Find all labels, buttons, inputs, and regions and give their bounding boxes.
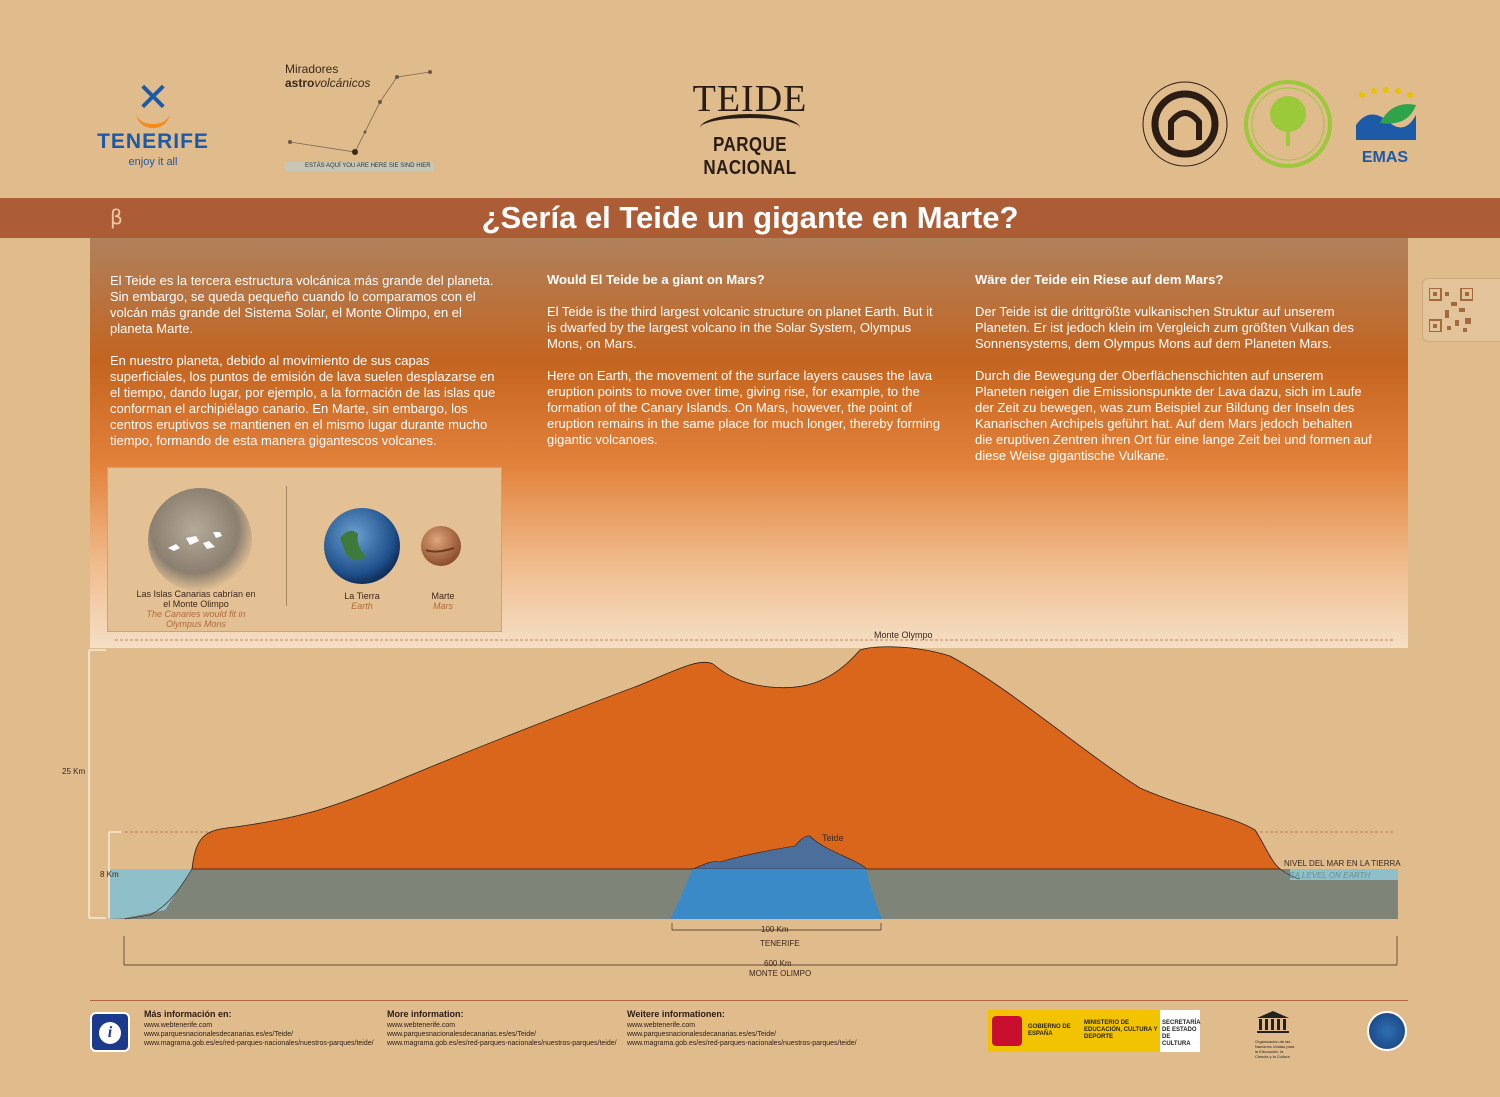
german-p2: Durch die Bewegung der Oberflächenschichten auf unserem Planeten neigen die Emissionspunkte der Lava dazu, sich im Laufe der Zeit zu bewegen, was zum Beispiel zur Bildung der Inseln des Kanarischen Archipels geführt hat. Auf dem Mars jedoch behalten die eruptiven Zentren ihren Ort für eine lange Zeit bei und formen auf diese Weise gigantische Vulkane. [975,368,1372,463]
earth-caption [332,591,392,611]
english-heading: Would El Teide be a giant on Mars? [547,272,765,287]
tenerife-logo [88,75,218,178]
tenerife-brand: TENERIFE [97,130,209,153]
olympus-mons-image [148,488,252,592]
page-title: ¿Sería el Teide un gigante en Marte? [481,200,1019,235]
emas-logo [1350,85,1420,175]
footer-es-link1[interactable]: www.webtenerife.com [144,1022,213,1029]
footer-en-link3[interactable]: www.magrama.gob.es/es/red-parques-nacionales/nuestros-parques/teide/ [387,1040,617,1047]
emas-icon [1350,85,1420,140]
footer-info-de [627,1010,857,1048]
teide-name: TEIDE [692,78,808,120]
secretaria-text: SECRETARÍA DE ESTADO DE CULTURA [1162,1020,1201,1047]
spanish-p1: El Teide es la tercera estructura volcánica más grande del planeta. Sin embargo, se queda pequeño cuando lo comparamos con el volcán más grande del Sistema Solar, el Monte Olimpo, en el planeta Marte. [110,273,494,336]
mars-image [421,526,461,566]
unesco-logo [1255,1010,1295,1059]
footer-es-link2[interactable]: www.parquesnacionalesdecanarias.es/es/Teide/ [144,1031,294,1038]
miradores-logo [285,62,455,172]
spanish-p2: En nuestro planeta, debido al movimiento de sus capas superficiales, los puntos de emisión de lava suelen desplazarse en el tiempo, dando lugar, por ejemplo, a la formación de las islas que conforman el archipiélago canario. En Marte, sin embargo, los centros eruptivos se mantienen en el mismo lugar durante mucho tiempo, formando de esta manera gigantescos volcanes. [110,353,496,448]
heritage-logos [1140,78,1340,178]
footer-es-heading: Más información en: [144,1009,232,1019]
x-icon: ✕ [136,75,170,121]
english-column [547,272,945,464]
gobierno-text: GOBIERNO DE ESPAÑA [1028,1024,1071,1037]
sea-level-en: SEA LEVEL ON EARTH [1284,871,1371,880]
footer-de-link1[interactable]: www.webtenerife.com [627,1022,696,1029]
planet-inset [107,467,502,632]
inset-divider [286,486,287,606]
german-p1: Der Teide ist die drittgrößte vulkanischen Struktur auf unserem Planeten. Er ist jedoch klein im Vergleich zum größten Vulkan des Sonnensystems, dem Olympus Mons auf dem Planeten Mars. [975,304,1354,351]
spanish-column [110,273,508,465]
coat-of-arms-icon [992,1016,1022,1046]
qr-icon [1429,288,1473,332]
footer-en-link1[interactable]: www.webtenerife.com [387,1022,456,1029]
olympus-label: Monte Olympo [874,630,933,640]
mars-caption [418,591,468,611]
emas-label: EMAS [1361,149,1409,166]
width-100km-label: 100 Km [761,925,789,934]
miradores-italic: volcánicos [314,76,371,90]
olympus-mons-shape [192,647,1280,869]
teide-below-sea [670,869,882,919]
sea-level-es: NIVEL DEL MAR EN LA TIERRA [1284,859,1401,868]
footer-de-link3[interactable]: www.magrama.gob.es/es/red-parques-nacionales/nuestros-parques/teide/ [627,1040,857,1047]
miradores-line1: Miradores [285,62,339,76]
volcano-profile-diagram [0,620,1500,1000]
footer-info-es [144,1010,374,1048]
english-p2: Here on Earth, the movement of the surface layers causes the lava eruption points to move over time, giving rise, for example, to the formation of the Canary Islands. On Mars, however, the point of eruption remains in the same place for much longer, thereby forming gigantic volcanoes. [547,368,941,447]
height-8km-label: 8 Km [100,870,119,879]
teide-subtitle: PARQUE NACIONAL [703,134,797,179]
footer-divider [90,1000,1408,1001]
mars-caption-es: Marte [431,591,455,601]
olympus-caps-label: MONTE OLIMPO [749,969,812,978]
olympus-caption-es: Las Islas Canarias cabrían en el Monte Olimpo [136,589,256,609]
you-are-here-bar: ESTÁS AQUÍ YOU ARE HERE SIE SIND HIER [285,162,433,171]
footer-info-en [387,1010,617,1048]
ministerio-text: MINISTERIO DE EDUCACIÓN, CULTURA Y DEPORTE [1084,1020,1158,1040]
german-heading: Wäre der Teide ein Riese auf dem Mars? [975,272,1224,287]
world-heritage-icon [1143,82,1227,166]
miradores-bold: astro [285,76,315,90]
info-icon[interactable] [90,1012,130,1052]
footer-de-heading: Weitere informationen: [627,1009,725,1019]
earth-image [324,508,400,584]
teide-label: Teide [822,833,844,843]
footer-en-heading: More information: [387,1009,464,1019]
footer-es-link3[interactable]: www.magrama.gob.es/es/red-parques-nacionales/nuestros-parques/teide/ [144,1040,374,1047]
english-p1: El Teide is the third largest volcanic structure on planet Earth. But it is dwarfed by the largest volcano in the Solar System, Olympus Mons, on Mars. [547,304,933,351]
earth-caption-en: Earth [351,601,373,611]
beta-symbol: β [110,205,123,229]
mars-caption-en: Mars [433,601,453,611]
teide-logo [660,78,840,178]
earth-caption-es: La Tierra [344,591,380,601]
olympus-caption-en: The Canaries would fit in Olympus Mons [146,609,246,629]
german-column [975,272,1373,480]
gobierno-logo [988,1010,1212,1052]
qr-code[interactable] [1422,278,1500,342]
footer-en-link2[interactable]: www.parquesnacionalesdecanarias.es/es/Teide/ [387,1031,537,1038]
unesco-temple-icon [1255,1010,1291,1034]
height-25km-label: 25 Km [62,767,86,776]
constellation-icon [285,62,455,162]
footer-de-link2[interactable]: www.parquesnacionalesdecanarias.es/es/Teide/ [627,1031,777,1038]
tree-logo-icon [1246,82,1330,166]
fundacion-logo [1367,1011,1407,1051]
tenerife-tagline: enjoy it all [128,156,178,168]
width-600km-label: 600 Km [764,959,792,968]
info-symbol: i [99,1022,121,1044]
unesco-sub: Organización de las Naciones Unidas para la Educación, la Ciencia y la Cultura [1255,1039,1295,1059]
tenerife-label: TENERIFE [760,939,800,948]
